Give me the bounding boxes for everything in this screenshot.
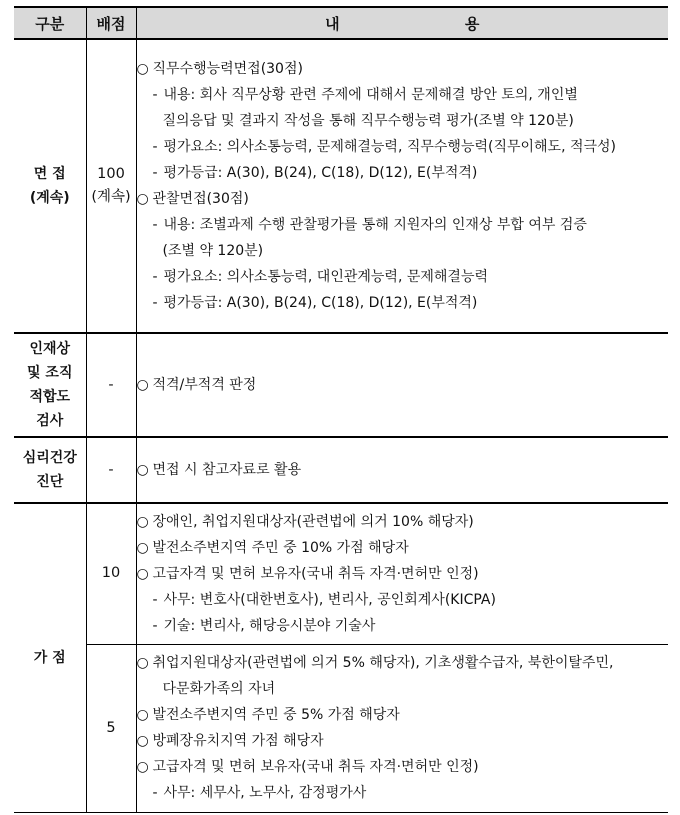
list-item: - 평가요소: 의사소통능력, 대인관계능력, 문제해결능력 (152, 269, 488, 285)
table-row-bonus-5 (14, 644, 668, 812)
list-item: (조별 약 120분) (162, 243, 264, 259)
list-item: ○ 직무수행능력면접(30점) (136, 61, 303, 77)
content-bonus-5 (136, 644, 668, 812)
list-item: 다문화가족의 자녀 (162, 681, 276, 697)
list-item: - 기술: 변리사, 해당응시분야 기술사 (152, 617, 376, 634)
list-item: - 평가요소: 의사소통능력, 문제해결능력, 직무수행능력(직무이해도, 적극성) (152, 139, 617, 155)
content-mental-health (136, 437, 668, 503)
category-mental-health: 심리건강 진단 (14, 437, 86, 503)
header-score: 배점 (86, 7, 136, 39)
table-row-fit-test (14, 333, 668, 437)
list-item: ○ 발전소주변지역 주민 중 5% 가점 해당자 (136, 707, 400, 723)
list-item: ○ 발전소주변지역 주민 중 10% 가점 해당자 (136, 539, 409, 556)
list-item: ○ 취업지원대상자(관련법에 의거 5% 해당자), 기초생활수급자, 북한이탈주민, (136, 655, 614, 671)
list-item: ○ 면접 시 참고자료로 활용 (136, 462, 302, 478)
table-header-row (14, 7, 668, 39)
list-item: ○ 고급자격 및 면허 보유자(국내 취득 자격·면허만 인정) (136, 565, 479, 582)
score-bonus-10: 10 (86, 503, 136, 644)
list-item: 질의응답 및 결과지 작성을 통해 직무수행능력 평가(조별 약 120분) (162, 113, 574, 129)
table-row-mental-health (14, 437, 668, 503)
list-item: - 평가등급: A(30), B(24), C(18), D(12), E(부적격) (152, 165, 478, 181)
score-mental-health: - (86, 437, 136, 503)
content-fit-test (136, 333, 668, 437)
header-content: 내 용 (136, 7, 668, 39)
score-interview: 100 (계속) (86, 39, 136, 333)
list-item: - 사무: 변호사(대한변호사), 변리사, 공인회계사(KICPA) (152, 591, 496, 608)
list-item: - 내용: 조별과제 수행 관찰평가를 통해 지원자의 인재상 부합 여부 검증 (152, 217, 587, 233)
list-item: ○ 적격/부적격 판정 (136, 377, 257, 393)
score-bonus-5: 5 (86, 644, 136, 812)
content-interview (136, 39, 668, 333)
list-item: - 평가등급: A(30), B(24), C(18), D(12), E(부적격) (152, 295, 478, 311)
evaluation-table (14, 6, 668, 813)
list-item: ○ 고급자격 및 면허 보유자(국내 취득 자격·면허만 인정) (136, 759, 479, 775)
table-row-bonus-10 (14, 503, 668, 644)
category-bonus: 가 점 (14, 503, 86, 812)
score-fit-test: - (86, 333, 136, 437)
category-interview: 면 접 (계속) (14, 39, 86, 333)
content-bonus-10 (136, 503, 668, 644)
list-item: - 사무: 세무사, 노무사, 감정평가사 (152, 785, 367, 801)
list-item: - 내용: 회사 직무상황 관련 주제에 대해서 문제해결 방안 토의, 개인별 (152, 87, 578, 103)
header-category: 구분 (14, 7, 86, 39)
table-row-interview (14, 39, 668, 333)
category-fit-test: 인재상 및 조직 적합도 검사 (14, 333, 86, 437)
list-item: ○ 관찰면접(30점) (136, 191, 249, 207)
list-item: ○ 장애인, 취업지원대상자(관련법에 의거 10% 해당자) (136, 513, 474, 530)
list-item: ○ 방폐장유치지역 가점 해당자 (136, 733, 324, 749)
